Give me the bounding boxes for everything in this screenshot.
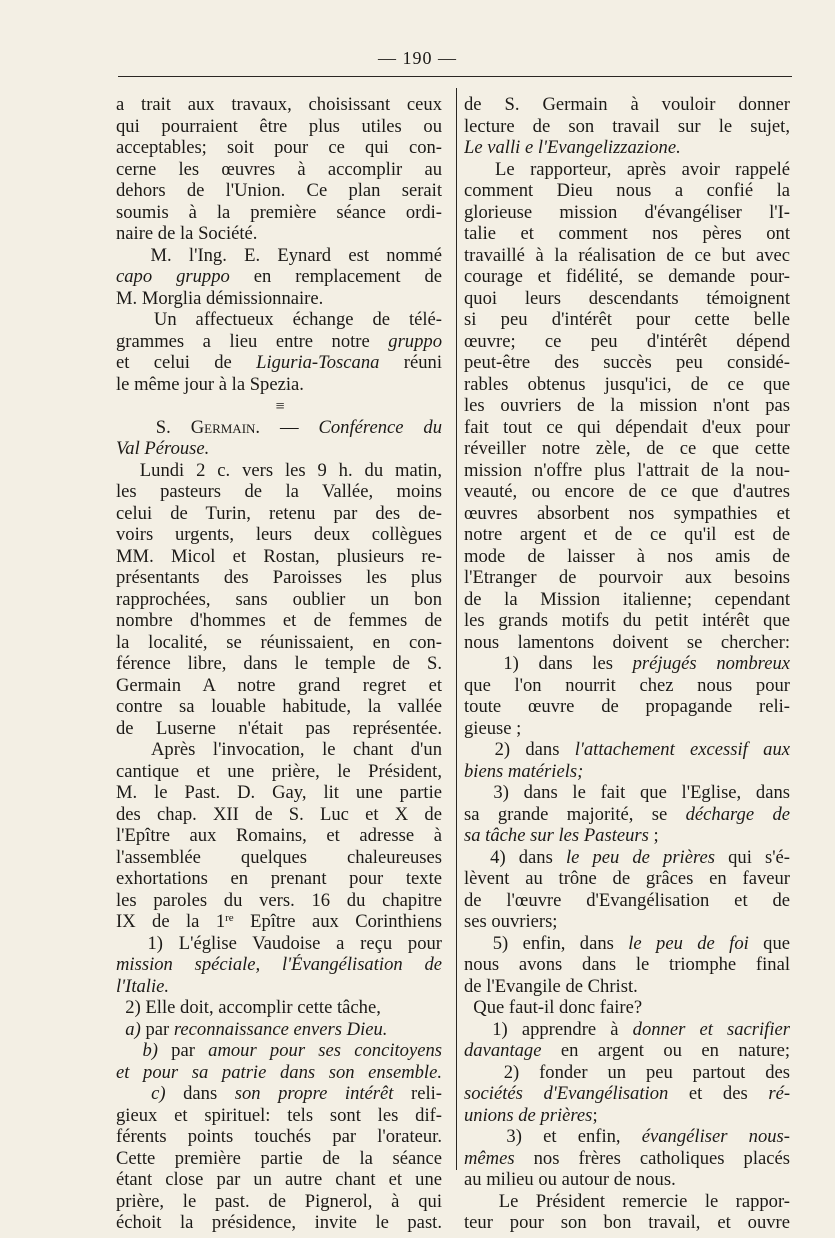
text-line: comment Dieu nous a confié la bbox=[464, 180, 790, 201]
text-line: échoit la présidence, invite le past. bbox=[116, 1212, 442, 1233]
text-line: travaillé à la réalisation de ce but avec bbox=[464, 244, 790, 266]
text-line: réveiller notre zèle, de ce que cette bbox=[464, 438, 790, 459]
text-line: acceptables; soit pour ce qui con- bbox=[116, 137, 442, 158]
text-line: gieuse ; bbox=[464, 717, 522, 739]
text-line: au milieu ou autour de nous. bbox=[464, 1169, 676, 1190]
text-line: lecture de son travail sur le sujet, bbox=[464, 115, 790, 137]
text-line: talie et comment nos pères ont bbox=[464, 223, 790, 244]
text-line: M. l'Ing. E. Eynard est nommé bbox=[116, 244, 442, 266]
text-line: prière, le past. de Pignerol, à qui bbox=[116, 1190, 442, 1212]
text-line: sa grande majorité, se décharge de bbox=[464, 803, 790, 825]
text-line: courage et fidélité, se demande pour- bbox=[464, 266, 790, 287]
text-line: de S. Germain à vouloir donner bbox=[464, 94, 790, 115]
text-line: ses ouvriers; bbox=[464, 911, 558, 932]
text-line: l'assemblée quelques chaleureuses bbox=[116, 846, 442, 868]
text-line: mission spéciale, l'Évangélisation de bbox=[116, 954, 442, 975]
text-line: 4) dans le peu de prières qui s'é- bbox=[464, 846, 790, 868]
text-line: Que faut-il donc faire? bbox=[464, 997, 643, 1018]
text-line: Après l'invocation, le chant d'un bbox=[116, 739, 442, 760]
text-line: Le rapporteur, après avoir rappelé bbox=[464, 158, 790, 180]
text-line: sa tâche sur les Pasteurs ; bbox=[464, 825, 659, 846]
text-line: fait tout ce qui dépendait d'eux pour bbox=[464, 416, 790, 438]
text-line: Val Pérouse. bbox=[116, 438, 210, 459]
text-line: a trait aux travaux, choisissant ceux bbox=[116, 94, 442, 115]
text-line: 2) fonder un peu partout des bbox=[464, 1061, 790, 1083]
text-line: naire de la Société. bbox=[116, 223, 258, 244]
text-line: biens matériels; bbox=[464, 760, 584, 782]
text-line: rables obtenus jusqu'ici, de ce que bbox=[464, 373, 790, 395]
text-line: b) par amour pour ses concitoyens bbox=[142, 1040, 442, 1061]
text-line: quoi leurs descendants témoignent bbox=[464, 287, 790, 309]
text-line: rapprochées, sans oublier un bon bbox=[116, 588, 442, 610]
text-line: l'Epître aux Romains, et adresse à bbox=[116, 825, 442, 846]
text-line: exhortations en prenant pour texte bbox=[116, 868, 442, 889]
text-line: les grands motifs du petit intérêt que bbox=[464, 610, 790, 631]
text-line: MM. Micol et Rostan, plusieurs re- bbox=[116, 545, 442, 567]
text-line: et celui de Liguria-Toscana réuni bbox=[116, 352, 442, 373]
text-line: Le valli e l'Evangelizzazione. bbox=[464, 137, 681, 158]
text-line: nombre d'hommes et de femmes de bbox=[116, 610, 442, 631]
text-line: mode de laisser à nos amis de bbox=[464, 545, 790, 567]
text-line: 3) et enfin, évangéliser nous- bbox=[464, 1126, 790, 1147]
text-line: de l'Evangile de Christ. bbox=[464, 975, 638, 997]
text-line: voirs urgents, leurs deux collègues bbox=[116, 524, 442, 545]
text-line: glorieuse mission d'évangéliser l'I- bbox=[464, 201, 790, 223]
text-line: Le Président remercie le rappor- bbox=[464, 1190, 790, 1212]
text-line: les paroles du vers. 16 du chapitre bbox=[116, 889, 442, 911]
text-line: les ouvriers de la mission n'ont pas bbox=[464, 395, 790, 416]
text-line: 2) Elle doit, accomplir cette tâche, bbox=[116, 997, 381, 1018]
text-line: 1) dans les préjugés nombreux bbox=[464, 653, 790, 674]
text-line: de Luserne n'était pas représentée. bbox=[116, 717, 442, 739]
text-line: capo gruppo en remplacement de bbox=[116, 266, 442, 287]
text-line: cerne les œuvres à accomplir au bbox=[116, 158, 442, 180]
text-line: cantique et une prière, le Président, bbox=[116, 760, 442, 782]
text-line: c) dans son propre intérêt reli- bbox=[151, 1083, 442, 1104]
text-line: que l'on nourrit chez nous pour bbox=[464, 674, 790, 696]
text-line: 1) apprendre à donner et sacrifier bbox=[464, 1018, 790, 1040]
text-line: 5) enfin, dans le peu de foi que bbox=[464, 932, 790, 954]
header-rule bbox=[118, 76, 792, 77]
text-line: davantage en argent ou en nature; bbox=[464, 1040, 790, 1061]
text-line: 2) dans l'attachement excessif aux bbox=[464, 739, 790, 760]
text-line: a) par reconnaissance envers Dieu. bbox=[125, 1018, 388, 1040]
text-line: mêmes nos frères catholiques placés bbox=[464, 1147, 790, 1169]
text-line: gieux et spirituel: tels sont les dif- bbox=[116, 1104, 442, 1126]
text-line: M. Morglia démissionnaire. bbox=[116, 287, 324, 309]
text-line: des chap. XII de S. Luc et X de bbox=[116, 803, 442, 825]
page-number: — 190 — bbox=[378, 48, 457, 68]
text-line: nous lamentons doivent se chercher: bbox=[464, 631, 790, 653]
text-line: dehors de l'Union. Ce plan serait bbox=[116, 180, 442, 201]
text-line: unions de prières; bbox=[464, 1104, 598, 1126]
right-column bbox=[464, 94, 790, 1234]
text-line: S. Germain. — Conférence du bbox=[116, 416, 442, 438]
text-line: férents points touchés par l'orateur. bbox=[116, 1126, 442, 1147]
text-line: de la Mission italienne; cependant bbox=[464, 588, 790, 610]
text-line: Lundi 2 c. vers les 9 h. du matin, bbox=[116, 459, 442, 481]
text-line: lèvent au trône de grâces en faveur bbox=[464, 868, 790, 889]
text-line: de l'œuvre d'Evangélisation et de bbox=[464, 889, 790, 911]
text-line: l'Italie. bbox=[116, 975, 170, 997]
text-line: veauté, ou encore de ce que d'autres bbox=[464, 481, 790, 502]
text-line: le même jour à la Spezia. bbox=[116, 373, 304, 395]
left-column bbox=[116, 94, 442, 1234]
text-line: présentants des Paroisses les plus bbox=[116, 567, 442, 588]
text-line: férence libre, dans le temple de S. bbox=[116, 653, 442, 674]
text-line: œuvre; ce peu d'intérêt dépend bbox=[464, 330, 790, 352]
text-line: grammes a lieu entre notre gruppo bbox=[116, 330, 442, 352]
text-line: si peu d'intérêt pour cette belle bbox=[464, 309, 790, 330]
text-line: M. le Past. D. Gay, lit une partie bbox=[116, 782, 442, 803]
text-line: mission n'offre plus l'attrait de la nou- bbox=[464, 459, 790, 481]
text-line: étant close par un autre chant et une bbox=[116, 1169, 442, 1190]
text-line: teur pour son bon travail, et ouvre bbox=[464, 1212, 790, 1233]
text-line: soumis à la première séance ordi- bbox=[116, 201, 442, 223]
text-line: la localité, se réunissaient, en con- bbox=[116, 631, 442, 653]
text-line: nous avons dans le triomphe final bbox=[464, 954, 790, 975]
text-line: l'Etranger de pourvoir aux besoins bbox=[464, 567, 790, 588]
text-line: peut-être des succès peu considé- bbox=[464, 352, 790, 373]
text-line: 3) dans le fait que l'Eglise, dans bbox=[464, 782, 790, 803]
text-line: contre sa louable habitude, la vallée bbox=[116, 696, 442, 717]
text-line: Germain A notre grand regret et bbox=[116, 674, 442, 696]
text-line: qui pourraient être plus utiles ou bbox=[116, 115, 442, 137]
text-line: Cette première partie de la séance bbox=[116, 1147, 442, 1169]
text-line: et pour sa patrie dans son ensemble. bbox=[116, 1061, 442, 1083]
text-line: sociétés d'Evangélisation et des ré- bbox=[464, 1083, 790, 1104]
text-line: 1) L'église Vaudoise a reçu pour bbox=[116, 932, 442, 954]
column-divider bbox=[456, 88, 457, 1170]
text-line: Un affectueux échange de télé- bbox=[116, 309, 442, 330]
section-ornament: ≡ bbox=[275, 398, 283, 415]
text-line: œuvres absorbent nos sympathies et bbox=[464, 502, 790, 524]
text-line: toute œuvre de propagande reli- bbox=[464, 696, 790, 717]
text-line: IX de la 1re Epître aux Corinthiens bbox=[116, 911, 442, 932]
text-line: notre argent et de ce qu'il est de bbox=[464, 524, 790, 545]
text-line: les pasteurs de la Vallée, moins bbox=[116, 481, 442, 502]
text-line: celui de Turin, retenu par des de- bbox=[116, 502, 442, 524]
